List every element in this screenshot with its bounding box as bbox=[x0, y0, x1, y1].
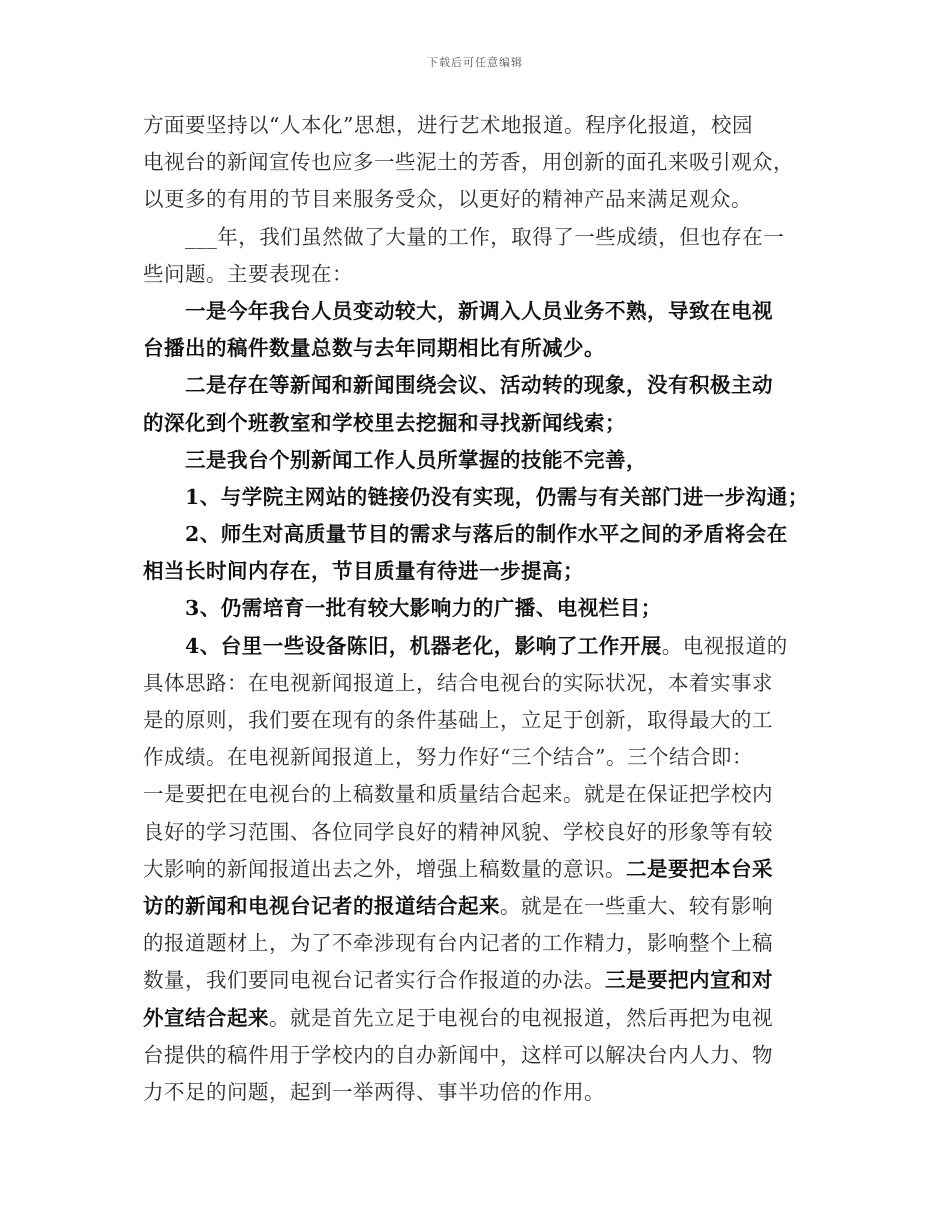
text-line: 1、与学院主网站的链接仍没有实现，仍需与有关部门进一步沟通； bbox=[185, 484, 809, 509]
list-item-1 bbox=[143, 479, 813, 516]
paragraph-art-reporting bbox=[143, 107, 813, 219]
text-line: 些问题。主要表现在： bbox=[143, 261, 353, 286]
text-line bbox=[143, 962, 813, 999]
list-item-4 bbox=[143, 628, 813, 1111]
problem-one bbox=[143, 293, 813, 367]
text-line: 以更多的有用的节目来服务受众，以更好的精神产品来满足观众。 bbox=[143, 187, 752, 212]
text-line bbox=[143, 1000, 813, 1037]
text-line: 3、仍需培育一批有较大影响力的广播、电视栏目； bbox=[185, 596, 662, 621]
problem-three bbox=[143, 442, 813, 479]
text-line: 相当长时间内存在，节目质量有待进一步提高； bbox=[143, 559, 584, 584]
text-line: 台提供的稿件用于学校内的自办新闻中，这样可以解决台内人力、物 bbox=[143, 1042, 773, 1067]
text-line bbox=[143, 851, 813, 888]
text-line bbox=[143, 888, 813, 925]
page-header: 下载后可任意编辑 bbox=[427, 56, 523, 69]
text-run: 。就是在一些重大、较有影响 bbox=[500, 893, 773, 918]
bold-run: 外宣结合起来 bbox=[143, 1005, 269, 1030]
bold-run: 三是要把内宣和对 bbox=[605, 968, 773, 993]
text-line: 的报道题材上，为了不牵涉现有台内记者的工作精力，影响整个上稿 bbox=[143, 931, 773, 956]
text-run: 大影响的新闻报道出去之外，增强上稿数量的意识。 bbox=[143, 856, 626, 881]
text-line: 一是要把在电视台的上稿数量和质量结合起来。就是在保证把学校内 bbox=[143, 782, 773, 807]
paragraph-problems-intro bbox=[143, 219, 813, 293]
bold-run: 4、台里一些设备陈旧，机器老化，影响了工作开展 bbox=[185, 633, 662, 658]
bold-run: 访的新闻和电视台记者的报道结合起来 bbox=[143, 893, 500, 918]
problem-two bbox=[143, 367, 813, 441]
text-line: ___年，我们虽然做了大量的工作，取得了一些成绩，但也存在一 bbox=[185, 224, 785, 249]
document-body bbox=[143, 107, 813, 1111]
text-line: 方面要坚持以“人本化”思想，进行艺术地报道。程序化报道，校园 bbox=[143, 113, 753, 137]
text-run: 。电视报道的 bbox=[661, 633, 788, 658]
text-run: 。就是首先立足于电视台的电视报道，然后再把为电视 bbox=[269, 1005, 773, 1030]
text-line: 一是今年我台人员变动较大，新调入人员业务不熟，导致在电视 bbox=[185, 298, 773, 323]
text-line bbox=[143, 628, 813, 665]
text-line: 力不足的问题，起到一举两得、事半功倍的作用。 bbox=[143, 1079, 605, 1104]
text-run: 数量，我们要同电视台记者实行合作报道的办法。 bbox=[143, 968, 605, 993]
text-line: 具体思路：在电视新闻报道上，结合电视台的实际状况，本着实事求 bbox=[143, 670, 773, 695]
text-line: 良好的学习范围、各位同学良好的精神风貌、学校良好的形象等有较 bbox=[143, 819, 773, 844]
text-line: 三是我台个别新闻工作人员所掌握的技能不完善， bbox=[185, 447, 647, 472]
bold-run: 二是要把本台采 bbox=[626, 856, 773, 881]
text-line: 2、师生对高质量节目的需求与落后的制作水平之间的矛盾将会在 bbox=[185, 522, 788, 547]
text-line: 台播出的稿件数量总数与去年同期相比有所减少。 bbox=[143, 336, 605, 361]
text-line: 电视台的新闻宣传也应多一些泥土的芳香，用创新的面孔来吸引观众， bbox=[143, 150, 794, 175]
list-item-3 bbox=[143, 590, 813, 627]
text-line: 的深化到个班教室和学校里去挖掘和寻找新闻线索； bbox=[143, 410, 626, 435]
text-line: 是的原则，我们要在现有的条件基础上，立足于创新，取得最大的工 bbox=[143, 708, 773, 732]
text-line: 二是存在等新闻和新闻围绕会议、活动转的现象，没有积极主动 bbox=[185, 373, 773, 398]
list-item-2 bbox=[143, 516, 813, 590]
text-line: 作成绩。在电视新闻报道上，努力作好“三个结合”。三个结合即： bbox=[143, 745, 753, 770]
